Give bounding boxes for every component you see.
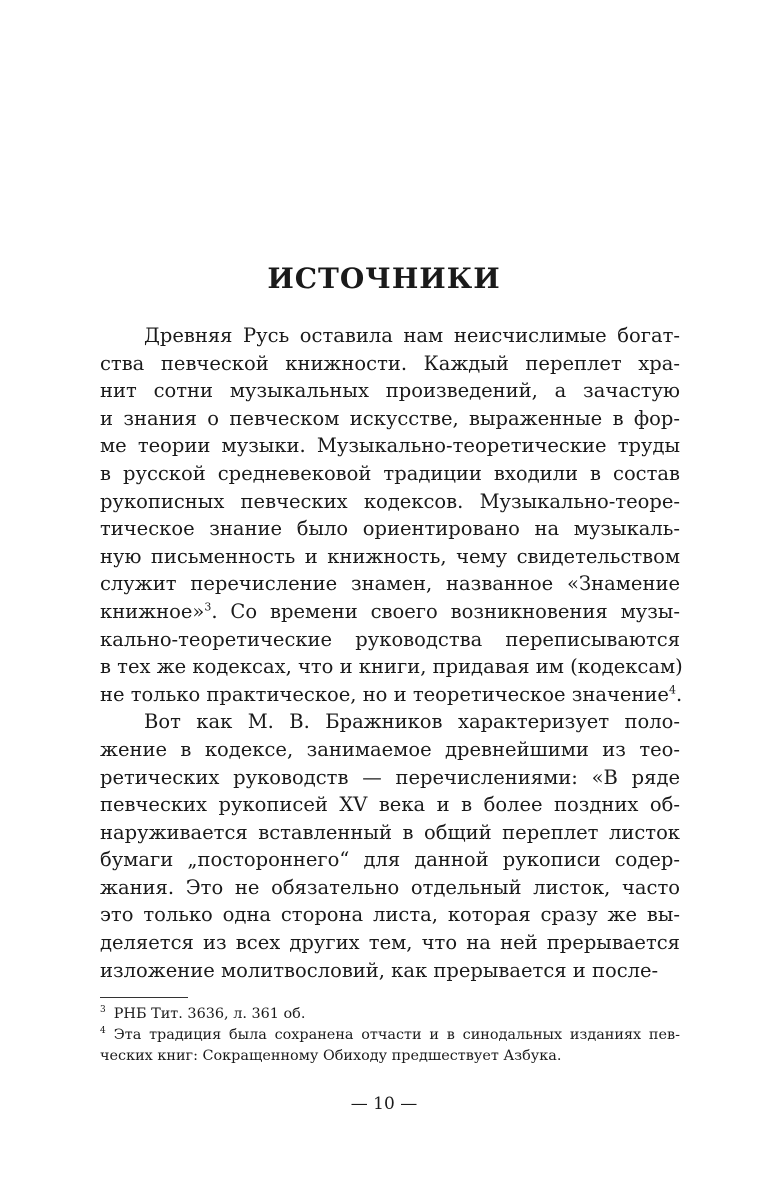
text-segment: нит сотни музыкальных произведений, а зачастую — [100, 379, 680, 403]
text-segment: ме теории музыки. Музыкально-теоретические труды — [100, 434, 680, 458]
text-segment: певческих рукописей XV века и в более поздних об- — [100, 793, 680, 817]
footnote-text: Эта традиция была сохранена отчасти и в синодальных изданиях пев- — [113, 1027, 680, 1043]
text-segment: не только практическое, но и теоретическое значение — [100, 682, 669, 706]
text-line — [100, 432, 680, 460]
text-segment: жания. Это не обязательно отдельный листок, часто — [100, 875, 680, 899]
text-segment: изложение молитвословий, как прерывается и после- — [100, 958, 659, 982]
text-line — [100, 681, 683, 709]
text-segment: . — [675, 682, 683, 706]
text-segment: наруживается вставленный в общий переплет листок — [100, 820, 680, 844]
text-segment: ретических руководств — перечислениями: «В ряде — [100, 765, 680, 789]
body-text — [100, 322, 683, 984]
text-segment: жение в кодексе, занимаемое древнейшими из тео- — [100, 737, 680, 761]
text-line — [100, 626, 680, 654]
text-line — [100, 957, 680, 985]
footnote-line — [100, 1025, 680, 1046]
footnote-divider — [100, 997, 188, 998]
text-segment: служит перечисление знамен, названное «Знамение — [100, 572, 680, 596]
text-segment: бумаги „постороннего“ для данной рукописи содер- — [100, 848, 680, 872]
text-segment: книжное» — [100, 599, 205, 623]
page-title: ИСТОЧНИКИ — [267, 262, 501, 295]
text-line — [100, 708, 680, 736]
footnote-number: 3 — [100, 1005, 106, 1016]
text-line — [100, 543, 680, 571]
text-line — [100, 653, 683, 681]
text-line — [100, 515, 680, 543]
text-segment: тическое знание было ориентировано на музыкаль- — [100, 517, 680, 541]
text-line — [100, 819, 680, 847]
text-line — [100, 901, 680, 929]
text-line — [100, 874, 680, 902]
text-segment: это только одна сторона листа, которая сразу же вы- — [100, 903, 680, 927]
footnote-ref[interactable]: 4 — [668, 683, 676, 697]
footnote-ref[interactable]: 3 — [204, 600, 212, 614]
text-segment: в русской средневековой традиции входили в состав — [100, 461, 680, 485]
text-line — [100, 846, 680, 874]
text-line — [100, 460, 680, 488]
text-line — [100, 322, 680, 350]
text-segment: и знания о певческом искусстве, выраженные в фор- — [100, 406, 680, 430]
footnote-text: ческих книг: Сокращенному Обиходу предшествует Азбука. — [100, 1048, 562, 1064]
text-line — [100, 598, 680, 626]
footnote-line — [100, 1046, 680, 1067]
footnotes — [100, 1004, 680, 1067]
text-segment: деляется из всех других тем, что на ней прерывается — [100, 931, 680, 955]
text-line — [100, 488, 680, 516]
text-segment: ную письменность и книжность, чему свидетельством — [100, 544, 680, 568]
text-segment: ства певческой книжности. Каждый переплет хра- — [100, 351, 680, 375]
footnote-line — [100, 1004, 680, 1025]
footnote-number: 4 — [100, 1026, 106, 1037]
text-segment: . Со времени своего возникновения музы- — [211, 599, 680, 623]
text-line — [100, 929, 680, 957]
text-segment: кально-теоретические руководства переписываются — [100, 627, 680, 651]
text-line — [100, 350, 680, 378]
text-segment: Вот как М. В. Бражников характеризует поло- — [144, 710, 680, 734]
text-line — [100, 405, 680, 433]
footnote-text: РНБ Тит. 3636, л. 361 об. — [113, 1006, 306, 1022]
text-line — [100, 377, 680, 405]
text-line — [100, 736, 680, 764]
text-segment: рукописных певческих кодексов. Музыкально-теоре- — [100, 489, 680, 513]
text-line — [100, 791, 680, 819]
text-line — [100, 570, 680, 598]
text-segment: в тех же кодексах, что и книги, придавая им (кодексам) — [100, 655, 683, 679]
text-segment: Древняя Русь оставила нам неисчислимые богат- — [144, 324, 680, 347]
page-number: — 10 — — [350, 1094, 418, 1114]
text-line — [100, 764, 680, 792]
